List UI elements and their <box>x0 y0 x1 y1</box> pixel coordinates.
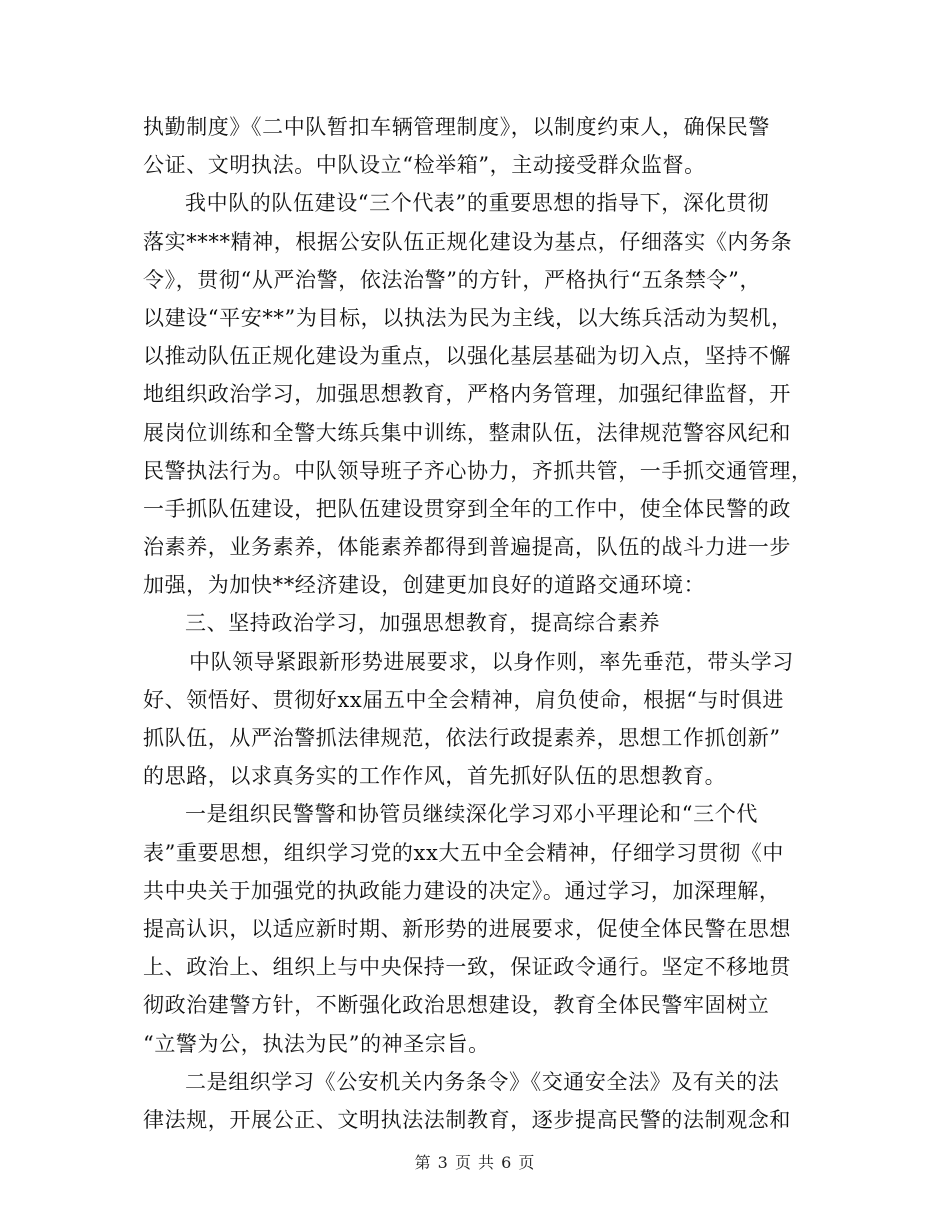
text-line: 上、政治上、组织上与中央保持一致，保证政令通行。坚定不移地贯 <box>143 955 791 980</box>
document-body <box>143 108 813 1139</box>
text-line: 共中央关于加强党的执政能力建设的决定》。通过学习，加深理解， <box>143 878 781 903</box>
paragraph-start-line: 二是组织学习《公安机关内务条令》《交通安全法》及有关的法 <box>185 1069 780 1094</box>
section-heading: 三、坚持政治学习，加强思想教育，提高综合素养 <box>185 611 661 636</box>
paragraph-start-line: 中队领导紧跟新形势进展要求，以身作则，率先垂范，带头学习 <box>189 649 794 674</box>
paragraph-start-line: 一是组织民警警和协管员继续深化学习邓小平理论和“三个代 <box>185 802 758 827</box>
text-line: 落实****精神，根据公安队伍正规化建设为基点，仔细落实《内务条 <box>143 229 793 254</box>
text-line: 以推动队伍正规化建设为重点，以强化基层基础为切入点，坚持不懈 <box>143 344 791 369</box>
text-line: 公证、文明执法。中队设立“检举箱”，主动接受群众监督。 <box>143 153 706 178</box>
text-line: 民警执法行为。中队领导班子齐心协力，齐抓共管，一手抓交通管理， <box>143 458 813 483</box>
text-line: “立警为公，执法为民”的神圣宗旨。 <box>143 1031 490 1056</box>
text-line: 地组织政治学习，加强思想教育，严格内务管理，加强纪律监督，开 <box>143 382 791 407</box>
text-line: 律法规，开展公正、文明执法法制教育，逐步提高民警的法制观念和 <box>143 1107 791 1132</box>
text-line: 一手抓队伍建设，把队伍建设贯穿到全年的工作中，使全体民警的政 <box>143 496 791 521</box>
text-line: 展岗位训练和全警大练兵集中训练，整肃队伍，法律规范警容风纪和 <box>143 420 791 445</box>
page-number-footer: 第 3 页 共 6 页 <box>414 1153 536 1172</box>
text-line: 彻政治建警方针，不断强化政治思想建设，教育全体民警牢固树立 <box>143 993 770 1018</box>
text-line: 提高认识，以适应新时期、新形势的进展要求，促使全体民警在思想 <box>143 916 791 941</box>
text-line: 执勤制度》《二中队暂扣车辆管理制度》，以制度约束人，确保民警 <box>143 115 770 139</box>
text-line: 好、领悟好、贯彻好xx届五中全会精神，肩负使命，根据“与时俱进 <box>143 687 785 712</box>
text-line: 表”重要思想，组织学习党的xx大五中全会精神，仔细学习贯彻《中 <box>143 840 785 865</box>
paragraph-start-line: 我中队的队伍建设“三个代表”的重要思想的指导下，深化贯彻 <box>185 191 770 216</box>
text-line: 加强，为加快**经济建设，创建更加良好的道路交通环境： <box>143 573 706 598</box>
text-line: 以建设“平安**”为目标，以执法为民为主线，以大练兵活动为契机， <box>143 305 793 330</box>
text-line: 抓队伍，从严治警抓法律规范，依法行政提素养，思想工作抓创新” <box>143 726 781 750</box>
text-line: 的思路，以求真务实的工作作风，首先抓好队伍的思想教育。 <box>143 764 727 789</box>
text-line: 治素养，业务素养，体能素养都得到普遍提高，队伍的战斗力进一步 <box>143 535 791 560</box>
text-line: 令》，贯彻“从严治警，依法治警”的方针，严格执行“五条禁令”， <box>143 267 762 292</box>
